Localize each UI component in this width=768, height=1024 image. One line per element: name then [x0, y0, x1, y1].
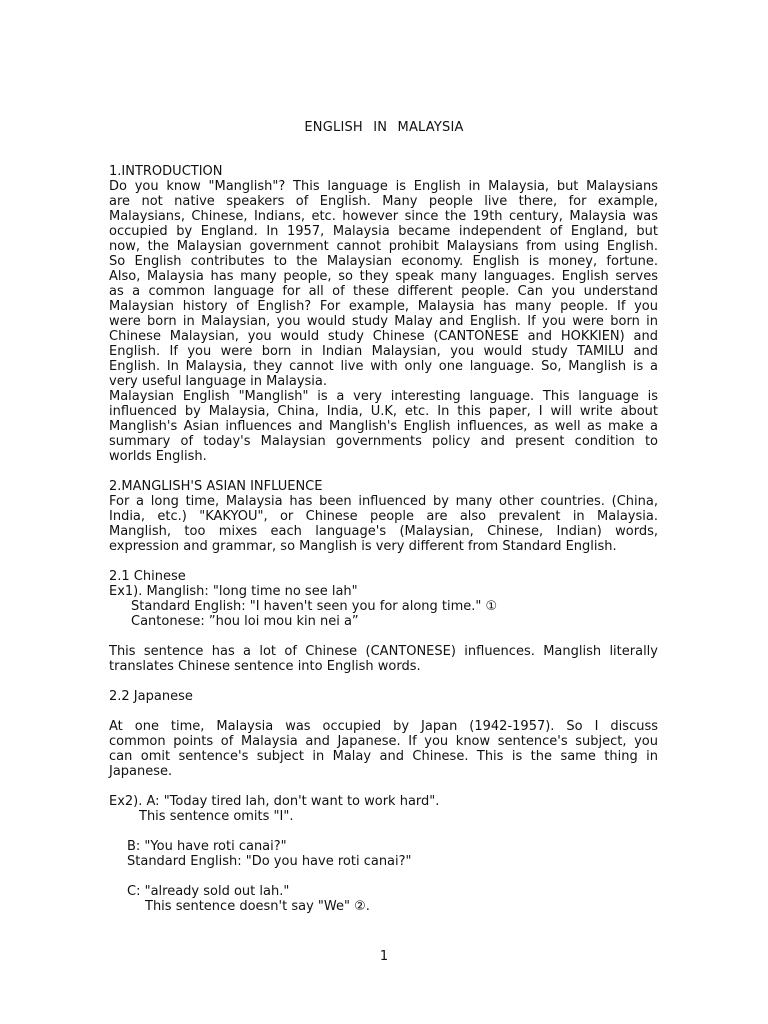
text-line: Malaysian history of English? For example, Malaysia has many people. If you	[109, 299, 658, 314]
text-line: worlds English.	[109, 449, 207, 464]
text-line: Do you know "Manglish"? This language is English in Malaysia, but Malaysians	[109, 179, 658, 194]
text-line: as a common language for all of these different people. Can you understand	[109, 284, 658, 299]
text-line: Malaysian English "Manglish" is a very interesting language. This language is	[109, 389, 658, 404]
text-line: now, the Malaysian government cannot prohibit Malaysians from using English.	[109, 239, 658, 254]
japanese-paragraph	[109, 719, 658, 779]
example-line: Cantonese: ”hou loi mou kin nei a”	[131, 614, 359, 629]
section-heading-asian-influence: 2.MANGLISH'S ASIAN INFLUENCE	[109, 479, 323, 494]
chinese-example	[109, 584, 658, 629]
text-line: translates Chinese sentence into English words.	[109, 659, 421, 674]
text-line: Manglish's Asian influences and Manglish's English influences, as well as make a	[109, 419, 658, 434]
spacer	[109, 674, 658, 689]
page-number: 1	[379, 949, 389, 964]
document-title: ENGLISH IN MALAYSIA	[304, 120, 464, 135]
example-line: C: "already sold out lah."	[127, 884, 290, 899]
text-line: English. If you were born in Indian Malaysian, you would study TAMILU and	[109, 344, 658, 359]
japanese-example	[109, 794, 658, 914]
document-body	[109, 164, 658, 914]
intro-paragraph-1	[109, 179, 658, 389]
example-line: B: "You have roti canai?"	[127, 839, 287, 854]
asian-paragraph	[109, 494, 658, 554]
text-line: At one time, Malaysia was occupied by Japan (1942-1957). So I discuss	[109, 719, 658, 734]
text-line: Japanese.	[109, 764, 173, 779]
text-line: Also, Malaysia has many people, so they speak many languages. English serves	[109, 269, 658, 284]
spacer	[109, 779, 658, 794]
subsection-heading-chinese: 2.1 Chinese	[109, 569, 186, 584]
section-heading-introduction: 1.INTRODUCTION	[109, 164, 223, 179]
text-line: are not native speakers of English. Many people live there, for example,	[109, 194, 658, 209]
spacer	[109, 629, 658, 644]
example-line: Standard English: "I haven't seen you for along time." ①	[131, 599, 498, 614]
example-line: This sentence omits "I".	[139, 809, 294, 824]
text-line: Chinese Malaysian, you would study Chinese (CANTONESE and HOKKIEN) and	[109, 329, 658, 344]
chinese-paragraph	[109, 644, 658, 674]
text-line: occupied by England. In 1957, Malaysia became independent of England, but	[109, 224, 658, 239]
text-line: were born in Malaysian, you would study Malay and English. If you were born in	[109, 314, 658, 329]
text-line: Manglish, too mixes each language's (Malaysian, Chinese, Indian) words,	[109, 524, 658, 539]
text-line: This sentence has a lot of Chinese (CANTONESE) influences. Manglish literally	[109, 644, 658, 659]
text-line: Malaysians, Chinese, Indians, etc. however since the 19th century, Malaysia was	[109, 209, 658, 224]
text-line: very useful language in Malaysia.	[109, 374, 328, 389]
example-line: Ex1). Manglish: "long time no see lah"	[109, 584, 358, 599]
spacer	[109, 869, 658, 884]
example-line: This sentence doesn't say "We" ②.	[145, 899, 370, 914]
text-line: English. In Malaysia, they cannot live with only one language. So, Manglish is a	[109, 359, 658, 374]
intro-paragraph-2	[109, 389, 658, 464]
example-line: Standard English: "Do you have roti canai?"	[127, 854, 412, 869]
text-line: So English contributes to the Malaysian economy. English is money, fortune.	[109, 254, 658, 269]
subsection-heading-japanese: 2.2 Japanese	[109, 689, 193, 704]
spacer	[109, 554, 658, 569]
text-line: common points of Malaysia and Japanese. If you know sentence's subject, you	[109, 734, 658, 749]
example-line: Ex2). A: "Today tired lah, don't want to work hard".	[109, 794, 440, 809]
text-line: summary of today's Malaysian governments policy and present condition to	[109, 434, 658, 449]
text-line: India, etc.) "KAKYOU", or Chinese people are also prevalent in Malaysia.	[109, 509, 658, 524]
spacer	[109, 824, 658, 839]
text-line: influenced by Malaysia, China, India, U.K, etc. In this paper, I will write about	[109, 404, 658, 419]
text-line: For a long time, Malaysia has been influenced by many other countries. (China,	[109, 494, 658, 509]
text-line: can omit sentence's subject in Malay and Chinese. This is the same thing in	[109, 749, 658, 764]
text-line: expression and grammar, so Manglish is very different from Standard English.	[109, 539, 617, 554]
spacer	[109, 464, 658, 479]
spacer	[109, 704, 658, 719]
